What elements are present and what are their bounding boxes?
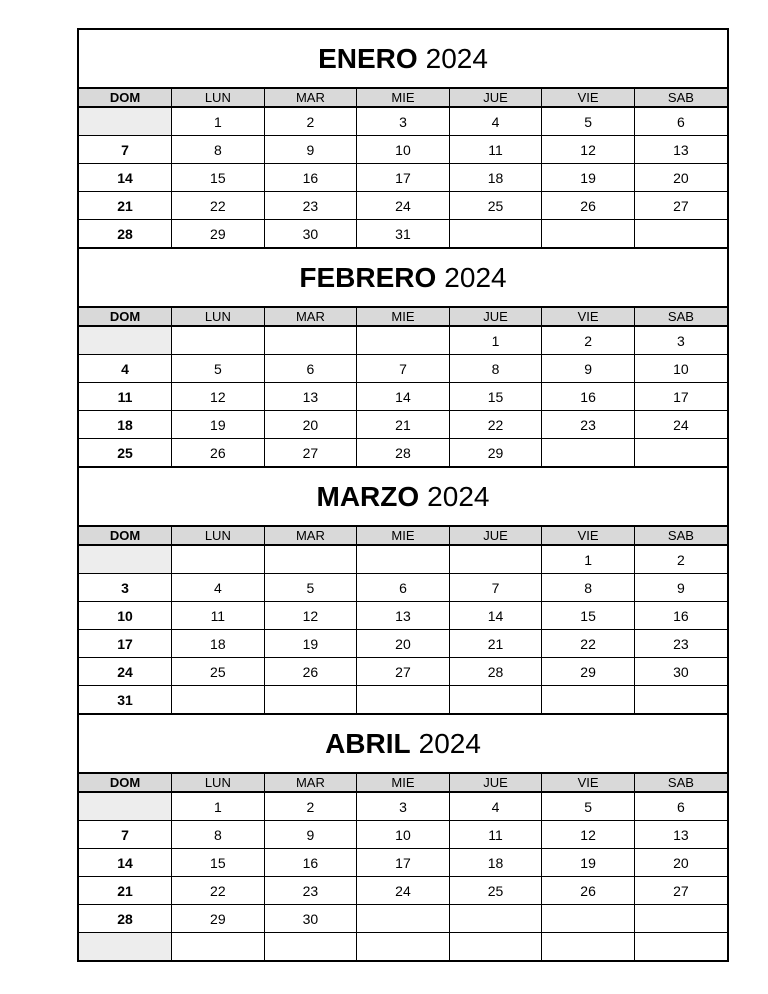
day-cell: 7: [79, 821, 172, 849]
day-cell: 27: [634, 192, 727, 220]
day-cell: 6: [634, 107, 727, 136]
month-title: [79, 715, 727, 774]
day-cell: [542, 905, 635, 933]
weekday-header: SAB: [634, 89, 727, 107]
day-cell: 4: [449, 792, 542, 821]
week-row: [79, 107, 727, 136]
day-cell: 23: [264, 877, 357, 905]
day-cell: 2: [264, 792, 357, 821]
day-cell: 2: [264, 107, 357, 136]
day-cell: 24: [634, 411, 727, 439]
day-cell: 9: [542, 355, 635, 383]
weekday-header: DOM: [79, 527, 172, 545]
day-cell: [357, 545, 450, 574]
day-cell: [172, 545, 265, 574]
weekday-header-row: [79, 774, 727, 792]
weekday-header: LUN: [172, 527, 265, 545]
month-name: ENERO: [318, 42, 418, 74]
day-cell: 5: [542, 107, 635, 136]
day-cell: 11: [79, 383, 172, 411]
day-cell: 2: [634, 545, 727, 574]
day-cell: [264, 686, 357, 714]
day-cell: [449, 220, 542, 248]
day-cell: 13: [357, 602, 450, 630]
day-cell: 13: [634, 821, 727, 849]
day-cell: 15: [542, 602, 635, 630]
day-cell: 9: [634, 574, 727, 602]
weekday-header: MAR: [264, 89, 357, 107]
weekday-header: MIE: [357, 308, 450, 326]
week-row: [79, 545, 727, 574]
day-cell: 1: [172, 107, 265, 136]
day-cell: 21: [449, 630, 542, 658]
week-row: [79, 439, 727, 467]
day-cell: 15: [449, 383, 542, 411]
day-cell: 20: [264, 411, 357, 439]
day-cell: 28: [449, 658, 542, 686]
month-title: [79, 468, 727, 527]
month-year: 2024: [427, 480, 490, 512]
weekday-header: MAR: [264, 308, 357, 326]
day-cell: 12: [172, 383, 265, 411]
weekday-header: SAB: [634, 527, 727, 545]
day-cell: 20: [357, 630, 450, 658]
week-row: [79, 658, 727, 686]
day-cell: 28: [357, 439, 450, 467]
day-cell: 28: [79, 220, 172, 248]
day-cell: 16: [634, 602, 727, 630]
day-cell: 26: [264, 658, 357, 686]
weekday-header: MIE: [357, 89, 450, 107]
weekday-header: JUE: [449, 774, 542, 792]
day-cell: 25: [79, 439, 172, 467]
day-cell: [542, 933, 635, 961]
day-cell: 10: [79, 602, 172, 630]
day-cell: 3: [357, 792, 450, 821]
day-cell: 3: [357, 107, 450, 136]
day-cell: 27: [264, 439, 357, 467]
day-cell: 20: [634, 164, 727, 192]
day-cell: 24: [357, 877, 450, 905]
week-row: [79, 192, 727, 220]
day-cell: 23: [542, 411, 635, 439]
month-year: 2024: [418, 727, 481, 759]
weekday-header-row: [79, 89, 727, 107]
day-cell: [449, 545, 542, 574]
day-cell: 11: [172, 602, 265, 630]
day-cell: 27: [357, 658, 450, 686]
month-marzo: [79, 466, 727, 713]
weekday-header: LUN: [172, 89, 265, 107]
day-cell: [634, 933, 727, 961]
day-cell: 13: [264, 383, 357, 411]
day-cell: 5: [264, 574, 357, 602]
day-cell: 29: [172, 905, 265, 933]
day-cell: 8: [542, 574, 635, 602]
day-cell: 6: [357, 574, 450, 602]
day-cell: 19: [172, 411, 265, 439]
day-cell: 1: [172, 792, 265, 821]
day-cell: 26: [172, 439, 265, 467]
day-cell: 12: [542, 136, 635, 164]
month-title: [79, 249, 727, 308]
week-row: [79, 792, 727, 821]
day-cell: 14: [79, 164, 172, 192]
day-cell: 25: [172, 658, 265, 686]
day-cell: 19: [542, 849, 635, 877]
day-cell: 14: [449, 602, 542, 630]
month-title: [79, 30, 727, 89]
weekday-header: MIE: [357, 527, 450, 545]
day-cell: [449, 905, 542, 933]
day-cell: 17: [634, 383, 727, 411]
weekday-header: VIE: [542, 308, 635, 326]
day-cell: 10: [634, 355, 727, 383]
weekday-header: JUE: [449, 527, 542, 545]
day-cell: 4: [449, 107, 542, 136]
day-cell: 7: [357, 355, 450, 383]
day-cell: 10: [357, 136, 450, 164]
day-cell: 1: [542, 545, 635, 574]
month-year: 2024: [444, 261, 507, 293]
day-cell: 22: [449, 411, 542, 439]
day-cell: 31: [357, 220, 450, 248]
day-cell: [542, 220, 635, 248]
day-cell: [449, 933, 542, 961]
day-cell: 16: [264, 849, 357, 877]
week-row: [79, 411, 727, 439]
day-cell: [634, 220, 727, 248]
day-cell: 25: [449, 877, 542, 905]
day-cell: 16: [542, 383, 635, 411]
day-cell: 25: [449, 192, 542, 220]
day-cell: [357, 686, 450, 714]
day-cell: 6: [634, 792, 727, 821]
day-cell: 21: [79, 192, 172, 220]
day-cell: 7: [79, 136, 172, 164]
weekday-header: VIE: [542, 89, 635, 107]
day-cell: [172, 686, 265, 714]
day-cell: 30: [634, 658, 727, 686]
day-cell: 18: [449, 849, 542, 877]
month-grid: [79, 89, 727, 247]
day-cell: [79, 107, 172, 136]
day-cell: 1: [449, 326, 542, 355]
day-cell: [79, 792, 172, 821]
day-cell: 23: [264, 192, 357, 220]
day-cell: 7: [449, 574, 542, 602]
month-grid: [79, 527, 727, 713]
week-row: [79, 220, 727, 248]
day-cell: 11: [449, 821, 542, 849]
day-cell: [542, 686, 635, 714]
weekday-header: JUE: [449, 89, 542, 107]
day-cell: 30: [264, 905, 357, 933]
day-cell: 8: [449, 355, 542, 383]
day-cell: [172, 933, 265, 961]
week-row: [79, 849, 727, 877]
day-cell: 5: [172, 355, 265, 383]
day-cell: 15: [172, 849, 265, 877]
day-cell: 29: [542, 658, 635, 686]
day-cell: 3: [634, 326, 727, 355]
day-cell: 22: [172, 877, 265, 905]
day-cell: 9: [264, 136, 357, 164]
weekday-header: DOM: [79, 308, 172, 326]
day-cell: [449, 686, 542, 714]
week-row: [79, 136, 727, 164]
day-cell: 17: [79, 630, 172, 658]
day-cell: [634, 686, 727, 714]
day-cell: 8: [172, 821, 265, 849]
weekday-header: SAB: [634, 308, 727, 326]
week-row: [79, 602, 727, 630]
day-cell: 12: [542, 821, 635, 849]
month-enero: [79, 30, 727, 247]
day-cell: 10: [357, 821, 450, 849]
day-cell: 13: [634, 136, 727, 164]
day-cell: 20: [634, 849, 727, 877]
weekday-header: DOM: [79, 774, 172, 792]
week-row: [79, 933, 727, 961]
month-grid: [79, 308, 727, 466]
day-cell: [79, 933, 172, 961]
day-cell: 26: [542, 192, 635, 220]
day-cell: 29: [449, 439, 542, 467]
day-cell: 31: [79, 686, 172, 714]
day-cell: 17: [357, 849, 450, 877]
day-cell: [264, 545, 357, 574]
week-row: [79, 326, 727, 355]
day-cell: 14: [357, 383, 450, 411]
day-cell: 8: [172, 136, 265, 164]
day-cell: 19: [264, 630, 357, 658]
week-row: [79, 383, 727, 411]
day-cell: [172, 326, 265, 355]
month-febrero: [79, 247, 727, 466]
weekday-header: LUN: [172, 774, 265, 792]
week-row: [79, 905, 727, 933]
weekday-header: MAR: [264, 527, 357, 545]
day-cell: [264, 933, 357, 961]
day-cell: 21: [357, 411, 450, 439]
day-cell: 15: [172, 164, 265, 192]
day-cell: 12: [264, 602, 357, 630]
day-cell: [542, 439, 635, 467]
day-cell: 9: [264, 821, 357, 849]
day-cell: 17: [357, 164, 450, 192]
week-row: [79, 574, 727, 602]
week-row: [79, 164, 727, 192]
weekday-header: VIE: [542, 527, 635, 545]
day-cell: 11: [449, 136, 542, 164]
week-row: [79, 686, 727, 714]
day-cell: 4: [79, 355, 172, 383]
day-cell: 24: [79, 658, 172, 686]
day-cell: 18: [172, 630, 265, 658]
day-cell: 14: [79, 849, 172, 877]
day-cell: [634, 439, 727, 467]
day-cell: 5: [542, 792, 635, 821]
weekday-header: MIE: [357, 774, 450, 792]
day-cell: 18: [79, 411, 172, 439]
month-year: 2024: [425, 42, 488, 74]
weekday-header: VIE: [542, 774, 635, 792]
week-row: [79, 630, 727, 658]
day-cell: 29: [172, 220, 265, 248]
month-name: ABRIL: [325, 727, 411, 759]
day-cell: 22: [172, 192, 265, 220]
day-cell: 19: [542, 164, 635, 192]
month-abril: [79, 713, 727, 960]
day-cell: 28: [79, 905, 172, 933]
weekday-header: JUE: [449, 308, 542, 326]
day-cell: [357, 933, 450, 961]
week-row: [79, 821, 727, 849]
weekday-header: MAR: [264, 774, 357, 792]
day-cell: [264, 326, 357, 355]
day-cell: [357, 905, 450, 933]
day-cell: 22: [542, 630, 635, 658]
day-cell: 27: [634, 877, 727, 905]
week-row: [79, 877, 727, 905]
day-cell: 23: [634, 630, 727, 658]
day-cell: 6: [264, 355, 357, 383]
weekday-header-row: [79, 308, 727, 326]
day-cell: [79, 545, 172, 574]
day-cell: 3: [79, 574, 172, 602]
day-cell: 18: [449, 164, 542, 192]
day-cell: [79, 326, 172, 355]
month-name: MARZO: [316, 480, 420, 512]
day-cell: 24: [357, 192, 450, 220]
weekday-header: DOM: [79, 89, 172, 107]
day-cell: 4: [172, 574, 265, 602]
month-name: FEBRERO: [299, 261, 437, 293]
day-cell: 26: [542, 877, 635, 905]
weekday-header: LUN: [172, 308, 265, 326]
month-grid: [79, 774, 727, 960]
calendar: [77, 28, 729, 962]
day-cell: 16: [264, 164, 357, 192]
day-cell: 2: [542, 326, 635, 355]
weekday-header-row: [79, 527, 727, 545]
day-cell: 21: [79, 877, 172, 905]
day-cell: [357, 326, 450, 355]
weekday-header: SAB: [634, 774, 727, 792]
day-cell: [634, 905, 727, 933]
week-row: [79, 355, 727, 383]
day-cell: 30: [264, 220, 357, 248]
